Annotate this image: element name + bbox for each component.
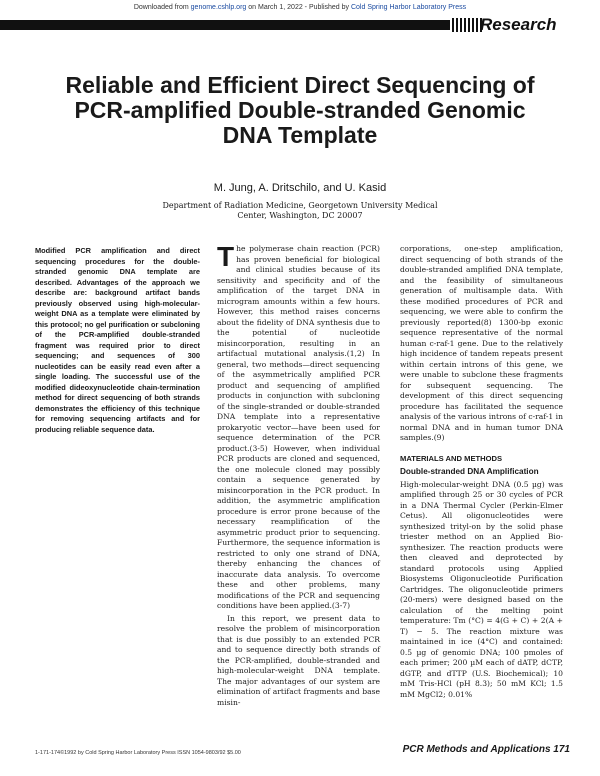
amplification-subheading: Double-stranded DNA Amplification — [400, 467, 539, 476]
methods-paragraph: High-molecular-weight DNA (0.5 µg) was amplified through 25 or 30 cycles of PCR in a DNA Thermal Cycler (Perkin-Elmer Cetus). All oligonucleotides were synthesized trityl-on by the solid phase triester method on an Applied Bio-synthesizer. The reaction products were then cleaved and deprotected by standard protocols using Applied Biosystems Oligonucleotide Purification Cartridges. The oligonucleotide primers (20-mers) were designed based on the calculation of the melting point temperature: Tm (°C) = 4(G + C) + 2(A + T) − 5. The reaction mixture was maintained in ice (4°C) and contained: 0.5 µg of genomic DNA; 100 pmoles of each primer; 200 µM each of dATP, dCTP, dGTP, and dTTP (U.S. Biochemical); 10 mM Tris-HCl (pH 8.3); 50 mM KCl; 1.5 mM MgCl2; 0.01% — [400, 479, 563, 699]
header-stripes — [452, 18, 482, 32]
body-column-middle — [217, 241, 380, 708]
continuation-paragraph: corporations, one-step amplification, direct sequencing of both strands of the double-stranded amplified DNA template, and the feasibility of simultaneous generation of multisample data. With these modified procedures of PCR and sequencing, we were able to confirm the previously reported(8) 1300-bp exonic sequence representative of the normal human c-raf-1 gene. Due to the relatively high incidence of tandem repeats present within certain introns of this gene, we were unable to subclone these fragments for subsequent sequencing. The development of this direct sequencing procedure has facilitated the sequence analysis of the various introns of c-raf-1 in normal DNA and in human tumor DNA samples.(9) — [400, 244, 563, 442]
header-solid-bar — [0, 20, 450, 30]
drop-cap: T — [217, 241, 235, 272]
journal-header-bar — [0, 15, 600, 34]
download-middle: on March 1, 2022 - Published by — [246, 4, 351, 11]
article-authors: M. Jung, A. Dritschilo, and U. Kasid — [213, 182, 387, 194]
intro-text: he polymerase chain reaction (PCR) has proven beneficial for biological and clinical studies because of its sensitivity and specificity and of the amplification of the target DNA in microgram amounts within a few hours. However, this method raises concerns about the fidelity of DNA synthesis due to the potential of nucleotide misincorporation, resulting in an artifactual mutational analysis.(1,2) In general, two methods—direct sequencing of the asymmetrically amplified PCR product and sequencing of amplified products in conjunction with subcloning of the single-stranded or double-stranded DNA template into a representative prokaryotic vector—have been used for sequence determination of the PCR product.(3-5) However, when individual PCR products are cloned and sequenced, the one molecule cloned may possibly contain a sequence generated by misincorporation in the PCR product. In addition, the asymmetric amplification procedure is error prone because of the necessary reamplification of the asymmetric product prior to sequencing. Furthermore, the sequence information is restricted to only one strand of DNA, thereby enhancing the chances of inaccurate data analysis. To overcome these and other problems, many modifications of the PCR and sequencing conditions have been applied.(3-7) — [217, 244, 380, 610]
abstract: Modified PCR amplification and direct sequencing procedures for the double-stranded genomic DNA template are described. Advantages of the approach we describe are: background artifact bands previously observed using high-molecular-weight DNA as a template were eliminated by this protocol; no gel purification or subcloning of the PCR-amplified double-stranded fragment was required prior to direct sequencing; and sequences of 300 nucleotides can be easily read even after a single loading. The successful use of the modified dideoxynucleotide chain-termination method for direct sequencing of both strands demonstrates the efficiency of this technique for removing sequencing artifacts and for producing reliable sequence data. — [35, 246, 200, 434]
section-label: Research — [480, 15, 557, 34]
download-notice — [0, 4, 600, 11]
download-prefix: Downloaded from — [133, 4, 191, 11]
intro-paragraph — [217, 241, 380, 612]
author-affiliation: Department of Radiation Medicine, Georgetown University Medical Center, Washington, DC 20007 — [162, 201, 438, 220]
methods-heading: MATERIALS AND METHODS — [400, 453, 503, 463]
journal-page-footer: PCR Methods and Applications 171 — [402, 744, 570, 755]
genome-link[interactable]: genome.cshlp.org — [190, 4, 247, 11]
publisher-link[interactable]: Cold Spring Harbor Laboratory Press — [350, 4, 467, 11]
report-paragraph: In this report, we present data to resolve the problem of misincorporation that is due possibly to an extended PCR and to sequence directly both strands of the PCR-amplified, double-stranded and high-molecular-weight DNA template. The major advantages of our system are elimination of artifact fragments and base misin- — [217, 613, 380, 707]
copyright-footer: 1-171-174©1992 by Cold Spring Harbor Laboratory Press ISSN 1054-9803/92 $5.00 — [35, 750, 241, 756]
body-column-right — [400, 244, 563, 700]
article-title: Reliable and Efficient Direct Sequencing of PCR-amplified Double-stranded Genomic DNA Template — [65, 72, 535, 148]
